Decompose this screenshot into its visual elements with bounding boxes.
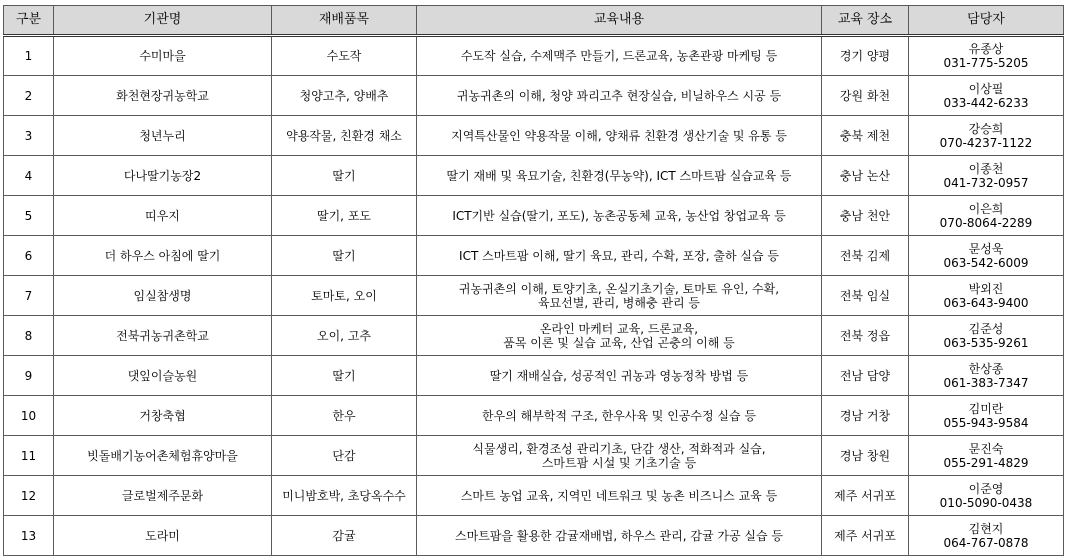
cell-no: 7 <box>4 276 54 316</box>
contact-name: 김미란 <box>968 401 1004 416</box>
cell-place: 제주 서귀포 <box>822 516 909 556</box>
cell-edu <box>417 196 822 236</box>
cell-contact <box>909 156 1064 196</box>
cell-edu <box>417 516 822 556</box>
edu-line: ICT기반 실습(딸기, 포도), 농촌공동체 교육, 농산업 창업교육 등 <box>452 208 786 223</box>
cell-contact <box>909 396 1064 436</box>
contact-name: 박외진 <box>968 281 1004 296</box>
cell-crop: 약용작물, 친환경 채소 <box>272 116 417 156</box>
cell-contact <box>909 236 1064 276</box>
table-row <box>4 436 1064 476</box>
table-row <box>4 316 1064 356</box>
cell-contact <box>909 36 1064 76</box>
contact-phone: 055-943-9584 <box>943 415 1029 430</box>
cell-edu <box>417 356 822 396</box>
cell-crop: 토마토, 오이 <box>272 276 417 316</box>
contact-name: 김현지 <box>968 521 1004 536</box>
cell-place: 전남 담양 <box>822 356 909 396</box>
cell-contact <box>909 356 1064 396</box>
cell-contact <box>909 436 1064 476</box>
cell-org: 화천현장귀농학교 <box>54 76 272 116</box>
cell-org: 청년누리 <box>54 116 272 156</box>
table-row <box>4 236 1064 276</box>
cell-contact <box>909 196 1064 236</box>
cell-no: 12 <box>4 476 54 516</box>
cell-org: 빗돌배기농어촌체험휴양마을 <box>54 436 272 476</box>
contact-name: 이상필 <box>968 81 1004 96</box>
contact-phone: 070-4237-1122 <box>939 135 1033 150</box>
cell-contact <box>909 116 1064 156</box>
cell-crop: 딸기 <box>272 356 417 396</box>
contact-name: 이준영 <box>968 481 1004 496</box>
table-row <box>4 116 1064 156</box>
table-row <box>4 156 1064 196</box>
cell-contact <box>909 276 1064 316</box>
edu-line: 지역특산물인 약용작물 이해, 양채류 친환경 생산기술 및 유통 등 <box>451 128 787 143</box>
cell-edu <box>417 36 822 76</box>
edu-line: 식물생리, 환경조성 관리기초, 단감 생산, 적화적과 실습, <box>472 441 766 456</box>
cell-place: 충남 천안 <box>822 196 909 236</box>
cell-org: 도라미 <box>54 516 272 556</box>
cell-org: 전북귀농귀촌학교 <box>54 316 272 356</box>
contact-name: 유종상 <box>968 42 1004 56</box>
cell-contact <box>909 516 1064 556</box>
cell-crop: 딸기 <box>272 236 417 276</box>
farm-education-table-container <box>3 5 1064 556</box>
contact-name: 김준성 <box>968 321 1004 336</box>
header-contact: 담당자 <box>909 6 1064 36</box>
contact-phone: 031-775-5205 <box>943 56 1029 70</box>
table-row <box>4 196 1064 236</box>
cell-no: 2 <box>4 76 54 116</box>
cell-org: 띠우지 <box>54 196 272 236</box>
cell-place: 경남 거창 <box>822 396 909 436</box>
cell-no: 4 <box>4 156 54 196</box>
table-row <box>4 276 1064 316</box>
edu-line: 수도작 실습, 수제맥주 만들기, 드론교육, 농촌관광 마케팅 등 <box>460 49 778 63</box>
cell-no: 10 <box>4 396 54 436</box>
contact-name: 이은희 <box>968 201 1004 216</box>
header-crop: 재배품목 <box>272 6 417 36</box>
contact-phone: 055-291-4829 <box>943 455 1029 470</box>
cell-org: 더 하우스 아침에 딸기 <box>54 236 272 276</box>
cell-place: 제주 서귀포 <box>822 476 909 516</box>
table-row <box>4 356 1064 396</box>
contact-phone: 070-8064-2289 <box>939 215 1033 230</box>
edu-line: ICT 스마트팜 이해, 딸기 육묘, 관리, 수확, 포장, 출하 실습 등 <box>459 248 779 263</box>
edu-line: 스마트팜 시설 및 기초기술 등 <box>541 455 697 470</box>
cell-place: 전북 정읍 <box>822 316 909 356</box>
cell-crop: 단감 <box>272 436 417 476</box>
contact-phone: 063-535-9261 <box>943 335 1029 350</box>
table-header-row <box>4 6 1064 36</box>
edu-line: 귀농귀촌의 이해, 토양기초, 온실기초기술, 토마토 유인, 수확, <box>458 281 780 296</box>
cell-crop: 오이, 고추 <box>272 316 417 356</box>
contact-name: 한상종 <box>968 361 1004 376</box>
table-row <box>4 396 1064 436</box>
contact-name: 문성욱 <box>968 241 1004 256</box>
edu-line: 온라인 마케터 교육, 드론교육, <box>539 321 699 336</box>
table-row <box>4 36 1064 76</box>
cell-place: 경남 창원 <box>822 436 909 476</box>
edu-line: 스마트 농업 교육, 지역민 네트워크 및 농촌 비즈니스 교육 등 <box>460 488 778 503</box>
cell-edu <box>417 76 822 116</box>
cell-edu <box>417 436 822 476</box>
cell-no: 13 <box>4 516 54 556</box>
cell-place: 전북 임실 <box>822 276 909 316</box>
contact-name: 문진숙 <box>968 441 1004 456</box>
edu-line: 귀농귀촌의 이해, 청양 꽈리고추 현장실습, 비닐하우스 시공 등 <box>456 88 782 103</box>
header-place: 교육 장소 <box>822 6 909 36</box>
cell-crop: 딸기, 포도 <box>272 196 417 236</box>
edu-line: 스마트팜을 활용한 감귤재배법, 하우스 관리, 감귤 가공 실습 등 <box>455 528 783 543</box>
cell-org: 글로벌제주문화 <box>54 476 272 516</box>
cell-edu <box>417 396 822 436</box>
cell-edu <box>417 476 822 516</box>
contact-phone: 033-442-6233 <box>943 95 1029 110</box>
table-row <box>4 76 1064 116</box>
cell-org: 수미마을 <box>54 36 272 76</box>
cell-org: 거창축협 <box>54 396 272 436</box>
edu-line: 육묘선별, 관리, 병해충 관리 등 <box>538 295 700 310</box>
cell-no: 3 <box>4 116 54 156</box>
cell-crop: 한우 <box>272 396 417 436</box>
header-no: 구분 <box>4 6 54 36</box>
cell-edu <box>417 236 822 276</box>
cell-crop: 수도작 <box>272 36 417 76</box>
contact-phone: 063-643-9400 <box>943 295 1029 310</box>
cell-place: 충남 논산 <box>822 156 909 196</box>
header-edu: 교육내용 <box>417 6 822 36</box>
contact-name: 강승희 <box>968 121 1004 136</box>
edu-line: 품목 이론 및 실습 교육, 산업 곤충의 이해 등 <box>503 335 735 350</box>
contact-phone: 010-5090-0438 <box>939 495 1033 510</box>
cell-org: 댓잎이슬농원 <box>54 356 272 396</box>
cell-org: 다나딸기농장2 <box>54 156 272 196</box>
contact-phone: 064-767-0878 <box>943 535 1029 550</box>
cell-contact <box>909 76 1064 116</box>
cell-crop: 딸기 <box>272 156 417 196</box>
cell-no: 5 <box>4 196 54 236</box>
cell-crop: 감귤 <box>272 516 417 556</box>
table-row <box>4 476 1064 516</box>
contact-phone: 061-383-7347 <box>943 375 1029 390</box>
cell-edu <box>417 316 822 356</box>
contact-phone: 063-542-6009 <box>943 255 1029 270</box>
cell-edu <box>417 156 822 196</box>
farm-education-table <box>3 5 1064 556</box>
edu-line: 한우의 해부학적 구조, 한우사육 및 인공수정 실습 등 <box>482 408 756 423</box>
cell-place: 강원 화천 <box>822 76 909 116</box>
cell-org: 임실참생명 <box>54 276 272 316</box>
cell-crop: 미니밤호박, 초당옥수수 <box>272 476 417 516</box>
cell-place: 경기 양평 <box>822 36 909 76</box>
cell-no: 9 <box>4 356 54 396</box>
edu-line: 딸기 재배실습, 성공적인 귀농과 영농정착 방법 등 <box>489 368 749 383</box>
contact-name: 이종천 <box>968 161 1004 176</box>
table-body <box>4 36 1064 556</box>
cell-no: 6 <box>4 236 54 276</box>
cell-contact <box>909 476 1064 516</box>
cell-no: 1 <box>4 36 54 76</box>
cell-no: 8 <box>4 316 54 356</box>
edu-line: 딸기 재배 및 육묘기술, 친환경(무농약), ICT 스마트팜 실습교육 등 <box>446 168 792 183</box>
header-org: 기관명 <box>54 6 272 36</box>
cell-place: 충북 제천 <box>822 116 909 156</box>
cell-no: 11 <box>4 436 54 476</box>
contact-phone: 041-732-0957 <box>943 175 1029 190</box>
table-row <box>4 516 1064 556</box>
cell-place: 전북 김제 <box>822 236 909 276</box>
cell-edu <box>417 116 822 156</box>
cell-contact <box>909 316 1064 356</box>
cell-edu <box>417 276 822 316</box>
cell-crop: 청양고추, 양배추 <box>272 76 417 116</box>
